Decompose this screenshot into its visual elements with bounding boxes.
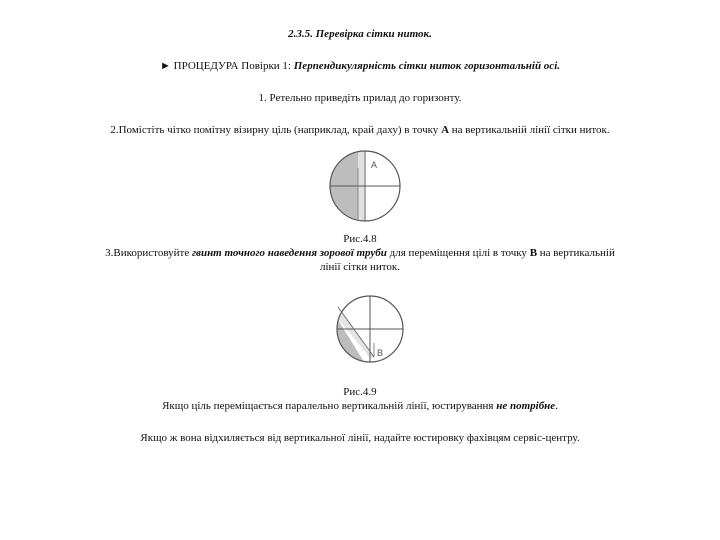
fine-motion-screw-term: гвинт точного наведення зорової труби: [191, 247, 387, 259]
step-2-text-end: на вертикальній лінії сітки ниток.: [449, 124, 610, 136]
step-2-text-start: 2.Помістіть чітко помітну візирну ціль (наприклад, край даху) в точку: [110, 124, 442, 136]
step-3-text-middle: для переміщення цілі в точку: [386, 247, 530, 259]
not-required-term: не потрібне: [496, 400, 556, 412]
reticle-figure-1: [327, 148, 403, 226]
step-2-line: [0, 124, 720, 137]
fig1-point-label: A: [371, 160, 378, 170]
point-b-label: B: [529, 247, 538, 259]
step-1-text: 1. Ретельно приведіть прилад до горизонту.: [258, 92, 462, 104]
step-3-text-start: 3.Використовуйте: [105, 247, 192, 259]
step-3-text-end: на вертикальній: [537, 247, 615, 259]
point-a-label: A: [441, 124, 450, 136]
procedure-line: [0, 60, 720, 73]
step-3-line-2: лінії сітки ниток.: [319, 261, 401, 273]
target-shading: [330, 151, 358, 223]
procedure-prefix: ► ПРОЦЕДУРА Повірки 1:: [159, 60, 294, 72]
section-heading: 2.3.5. Перевірка сітки ниток.: [288, 28, 432, 40]
fig2-point-label: B: [377, 348, 384, 358]
figure-2-caption: Рис.4.9: [343, 386, 377, 398]
note-1-text-start: Якщо ціль переміщається паралельно вертикальній лінії, юстирування: [162, 400, 497, 412]
note-2-text: Якщо ж вона відхиляється від вертикальної лінії, надайте юстировку фахівцям сервіс-центру.: [140, 432, 580, 444]
figure-1-caption: Рис.4.8: [343, 233, 377, 245]
note-1-text-end: .: [555, 400, 558, 412]
note-1-line: [0, 400, 720, 413]
reticle-figure-2: [330, 293, 410, 367]
procedure-title: Перпендикулярність сітки ниток горизонтальній осі.: [293, 60, 561, 72]
step-3-line: [0, 247, 720, 260]
